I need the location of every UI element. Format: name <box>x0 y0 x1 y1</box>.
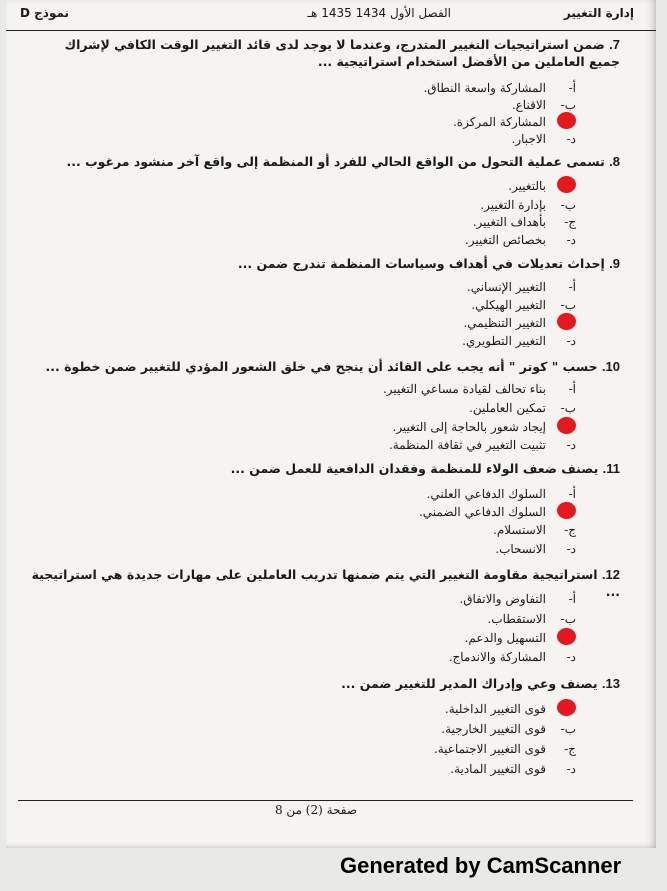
answer-mark <box>557 417 576 434</box>
footer-divider <box>18 800 633 801</box>
question-text: تسمى عملية التحول من الواقع الحالي للفرد أو المنظمة إلى واقع آخر منشود مرغوب ... <box>66 154 605 169</box>
question-7: 7. ضمن استراتيجيات التغيير المتدرج، وعندما لا يوجد لدى قائد التغيير الوقت الكافي لإشراك جميع العاملين من الأفضل استخدام استراتيجية ... <box>64 37 620 69</box>
question-text: حسب " كوتر " أنه يجب على القائد أن ينجح في خلق الشعور المؤدي للتغيير ضمن خطوة ... <box>45 359 598 374</box>
question-8: 8. تسمى عملية التحول من الواقع الحالي للفرد أو المنظمة إلى واقع آخر منشود مرغوب ... <box>66 154 620 169</box>
semester-label: الفصل الأول 1434 1435 هـ <box>307 6 451 20</box>
page-number: صفحة (2) من 8 <box>274 803 358 817</box>
question-text: إحداث تعديلات في أهداف وسياسات المنظمة تندرج ضمن ... <box>237 256 605 271</box>
answer-mark <box>557 176 576 193</box>
answer-mark <box>557 313 576 330</box>
answer-mark <box>557 699 576 716</box>
question-text: ضمن استراتيجيات التغيير المتدرج، وعندما لا يوجد لدى قائد التغيير الوقت الكافي لإشراك جميع العاملين من الأفضل استخدام استراتيجية ... <box>64 37 620 69</box>
question-text: يصنف وعي وإدراك المدير للتغيير ضمن ... <box>341 676 598 691</box>
question-text: يصنف ضعف الولاء للمنظمة وفقدان الدافعية للعمل ضمن ... <box>230 461 599 476</box>
question-10: 10. حسب " كوتر " أنه يجب على القائد أن ينجح في خلق الشعور المؤدي للتغيير ضمن خطوة ... <box>45 359 620 374</box>
exam-model: نموذج D <box>20 6 70 20</box>
exam-page: إدارة التغيير الفصل الأول 1434 1435 هـ نموذج D 7. ضمن استراتيجيات التغيير المتدرج، وعندما لا يوجد لدى قائد التغيير الوقت الكافي لإشراك جميع العاملين من الأفضل استخدام استراتيجية ... أ- المشاركة واسعة النطاق. ب- الاقناع. المشاركة المركزة. د- الاجبار. 8. تسمى عملية التحول من الواقع الحالي للفرد أو المنظمة إلى واقع آخر منشود مرغوب ... بالتغيير. ب- بإدارة التغيير. ج- بأهداف التغيير. د- بخصائص التغيير. 9. إحداث تعديلات في أهداف وسياسات المنظمة تندرج ضمن ... أ- التغيير الإنساني. ب- التغيير الهيكلي. التغيير التنظيمي. د- التغيير التطويري. 10. حسب " كوتر " أنه يجب على القائد أن ينجح في خلق الشعور المؤدي للتغيير ضمن خطوة ... أ- بناء تحالف لقيادة مساعي التغيير. ب- تمكين العاملين. إيجاد شعور بالحاجة إلى التغيير. د- تثبيت التغيير في ثقافة المنظمة. 11. يصنف ضعف الولاء للمنظمة وفقدان الدافعية للعمل ضمن ... أ- السلوك الدفاعي العلني. السلوك الدفاعي الضمني. ج- الاستسلام. د- الانسحاب. 12. استراتيجية مقاومة التغيير التي يتم ضمنها تدريب العاملين على مهارات جديدة هي استراتيجية ... أ- التفاوض والاتفاق. ب- الاستقطاب. التسهيل والدعم. د- المشاركة والاندماج. 13. يصنف وعي وإدراك المدير للتغيير ضمن ... قوى التغيير الداخلية. ب- قوى التغيير الخارجية. ج- قوى التغيير الاجتماعية. د- قوى التغيير المادية. صفحة (2) من 8 <box>6 0 656 848</box>
camscanner-watermark: Generated by CamScanner <box>340 853 622 878</box>
page-header <box>6 0 656 31</box>
question-9: 9. إحداث تعديلات في أهداف وسياسات المنظمة تندرج ضمن ... <box>237 256 620 271</box>
answer-mark <box>557 112 576 129</box>
question-13: 13. يصنف وعي وإدراك المدير للتغيير ضمن ... <box>341 676 620 691</box>
question-12: 12. استراتيجية مقاومة التغيير التي يتم ضمنها تدريب العاملين على مهارات جديدة هي استراتيجية ... <box>31 567 620 599</box>
answer-mark <box>557 502 576 519</box>
question-11: 11. يصنف ضعف الولاء للمنظمة وفقدان الدافعية للعمل ضمن ... <box>230 461 620 476</box>
question-text: استراتيجية مقاومة التغيير التي يتم ضمنها تدريب العاملين على مهارات جديدة هي استراتيجية ... <box>31 567 620 599</box>
course-title: إدارة التغيير <box>563 6 634 20</box>
answer-mark <box>557 628 576 645</box>
